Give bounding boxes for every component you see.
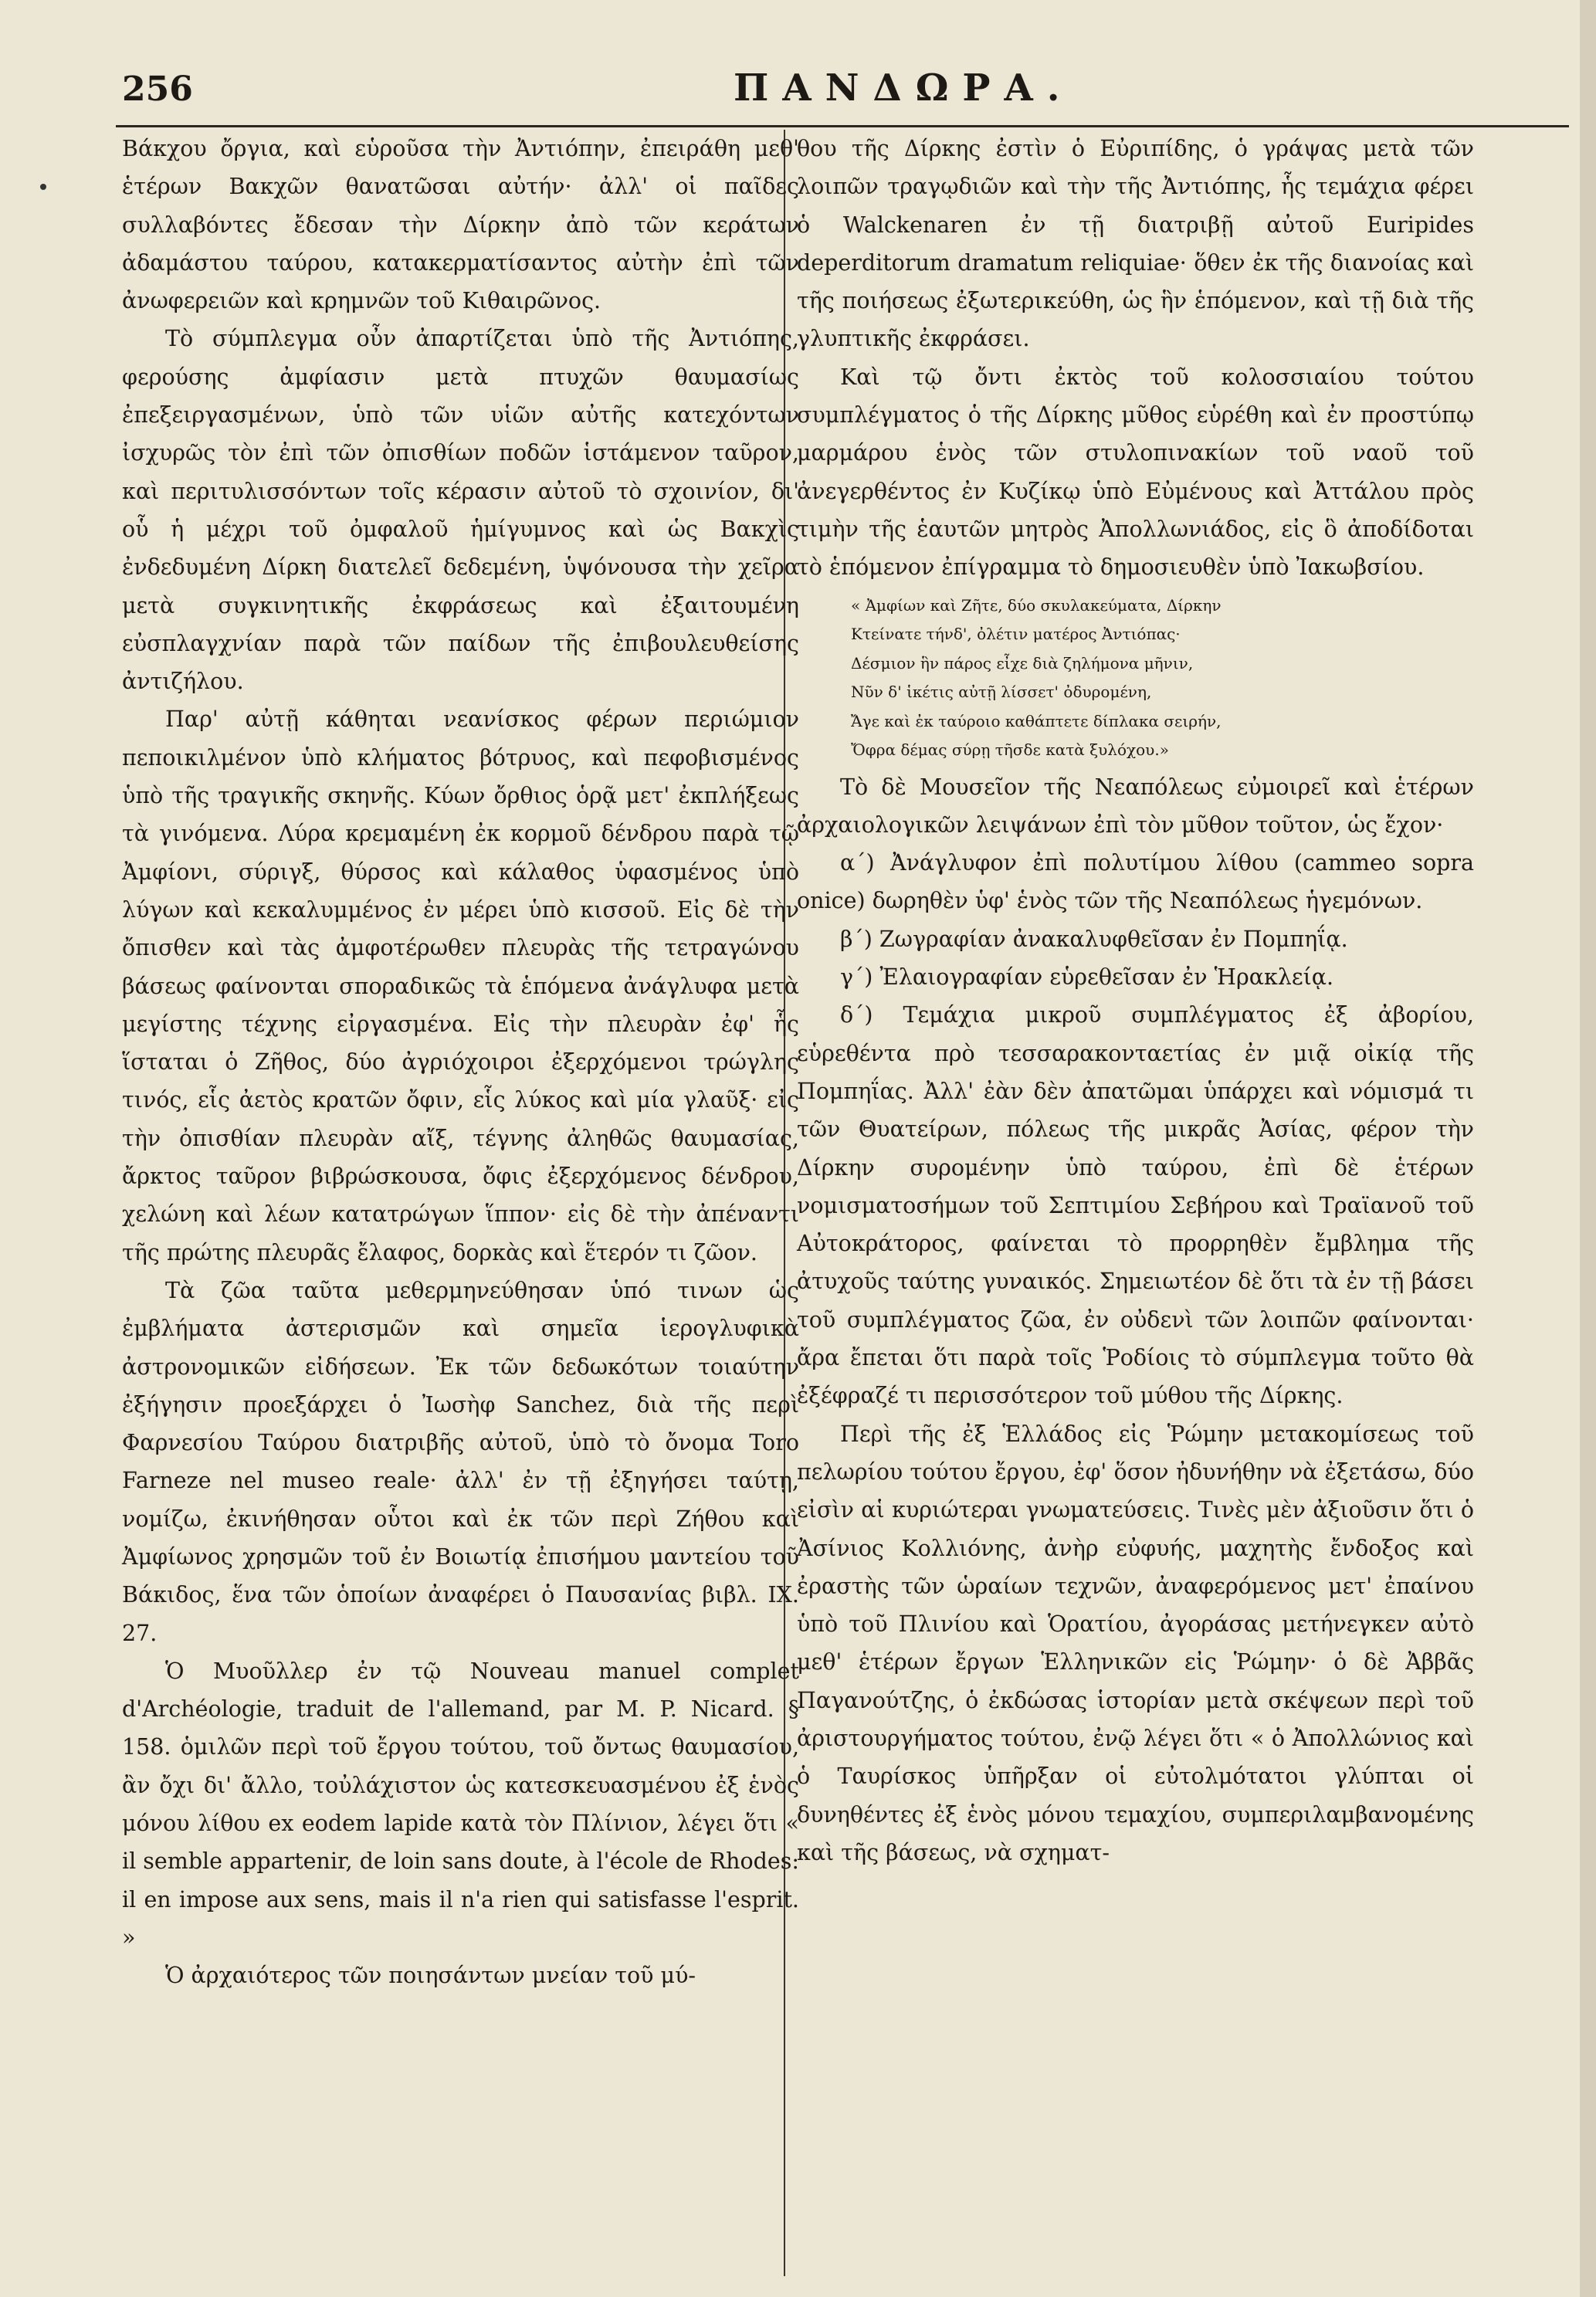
list-item: γ΄) Ἐλαιογραφίαν εὑρεθεῖσαν ἐν Ἡρακλείᾳ. bbox=[840, 964, 1334, 991]
paragraph: Καὶ τῷ ὄντι ἐκτὸς τοῦ κολοσσιαίου τούτου συμπλέγματος ὁ τῆς Δίρκης μῦθος εὑρέθη καὶ ἐν προστύπῳ μαρμάρου ἑνὸς τῶν στυλοπινακίων τοῦ ναοῦ τοῦ ἀνεγερθέντος ἐν Κυζίκῳ ὑπὸ Εὐμένους καὶ Ἀττάλου πρὸς τιμὴν τῆς ἑαυτῶν μητρὸς Ἀπολλωνιάδος, εἰς ὃ ἀποδίδοται τὸ ἑπόμενον ἐπίγραμμα τὸ δημοσιευθὲν ὑπὸ Ἰακωβσίου. bbox=[797, 364, 1474, 581]
header-rule bbox=[116, 125, 1569, 127]
epigram-line: Δέσμιον ἣν πάρος εἶχε διὰ ζηλήμονα μῆνιν, bbox=[851, 653, 1194, 672]
margin-mark bbox=[40, 184, 46, 190]
epigram bbox=[851, 591, 1474, 765]
epigram-line: « Ἀμφίων καὶ Ζῆτε, δύο σκυλακεύματα, Δίρκην bbox=[851, 595, 1222, 615]
running-title: ΠΑΝΔΩΡΑ. bbox=[734, 66, 1074, 110]
page-edge bbox=[1580, 0, 1596, 2297]
epigram-line: Ὄφρα δέμας σύρῃ τῆσδε κατὰ ξυλόχου.» bbox=[851, 740, 1169, 760]
paragraph: Παρ' αὐτῇ κάθηται νεανίσκος φέρων περιώμιον πεποικιλμένον ὑπὸ κλήματος βότρυος, καὶ πεφοβισμένος ὑπὸ τῆς τραγικῆς σκηνῆς. Κύων ὄρθιος ὁρᾷ μετ' ἐκπλήξεως τὰ γινόμενα. Λύρα κρεμαμένη ἐκ κορμοῦ δένδρου παρὰ τῷ Ἀμφίονι, σύριγξ, θύρσος καὶ κάλαθος ὑφασμένος ὑπὸ λύγων καὶ κεκαλυμμένος ἐν μέρει ὑπὸ κισσοῦ. Εἰς δὲ τὴν ὄπισθεν καὶ τὰς ἀμφοτέρωθεν πλευρὰς τῆς τετραγώνου βάσεως φαίνονται σποραδικῶς τὰ ἑπόμενα ἀνάγλυφα μετὰ μεγίστης τέχνης εἰργασμένα. Εἰς τὴν πλευρὰν ἐφ' ἧς ἵσταται ὁ Ζῆθος, δύο ἀγριόχοιροι ἐξερχόμενοι τρώγλης τινός, εἷς ἀετὸς κρατῶν ὄφιν, εἷς λύκος καὶ μία γλαῦξ· εἰς τὴν ὀπισθίαν πλευρὰν αἴξ, τέγνης ἀληθῶς θαυμασίας, ἄρκτος ταῦρον βιβρώσκουσα, ὄφις ἐξερχόμενος δένδρου, χελώνη καὶ λέων κατατρώγων ἵππον· εἰς δὲ τὴν ἀπέναντι τῆς πρώτης πλευρᾶς ἔλαφος, δορκὰς καὶ ἕτερόν τι ζῶον. bbox=[122, 706, 799, 1265]
epigram-line: Ἄγε καὶ ἐκ ταύροιο καθάπτετε δίπλακα σειρήν, bbox=[851, 711, 1222, 730]
left-column bbox=[122, 130, 799, 1995]
paragraph: Τὰ ζῶα ταῦτα μεθερμηνεύθησαν ὑπό τινων ὡς ἐμβλήματα ἀστερισμῶν καὶ σημεῖα ἱερογλυφικὰ ἀστρονομικῶν εἰδήσεων. Ἐκ τῶν δεδωκότων τοιαύτην ἐξήγησιν προεξάρχει ὁ Ἰωσὴφ Sanchez, διὰ τῆς περὶ Φαρνεσίου Ταύρου διατριβῆς αὐτοῦ, ὑπὸ τὸ ὄνομα Toro Farneze nel museo reale· ἀλλ' ἐν τῇ ἐξηγήσει ταύτῃ, νομίζω, ἐκινήθησαν οὗτοι καὶ ἐκ τῶν περὶ Ζήθου καὶ Ἀμφίωνος χρησμῶν τοῦ ἐν Βοιωτίᾳ ἐπισήμου μαντείου τοῦ Βάκιδος, ἕνα τῶν ὁποίων ἀναφέρει ὁ Παυσανίας βιβλ. IX. 27. bbox=[122, 1277, 799, 1646]
paragraph: Βάκχου ὄργια, καὶ εὑροῦσα τὴν Ἀντιόπην, ἐπειράθη μεθ' ἑτέρων Βακχῶν θανατῶσαι αὐτήν· ἀλλ' οἱ παῖδες συλλαβόντες ἔδεσαν τὴν Δίρκην ἀπὸ τῶν κεράτων ἀδαμάστου ταύρου, κατακερματίσαντος αὐτὴν ἐπὶ τῶν ἀνωφερειῶν καὶ κρημνῶν τοῦ Κιθαιρῶνος. bbox=[122, 136, 799, 314]
list-item: β΄) Ζωγραφίαν ἀνακαλυφθεῖσαν ἐν Πομπηΐᾳ. bbox=[840, 926, 1348, 952]
paragraph: Τὸ σύμπλεγμα οὖν ἀπαρτίζεται ὑπὸ τῆς Ἀντιόπης, φερούσης ἀμφίασιν μετὰ πτυχῶν θαυμασίως ἐπεξειργασμένων, ὑπὸ τῶν υἱῶν αὐτῆς κατεχόντων ἰσχυρῶς τὸν ἐπὶ τῶν ὀπισθίων ποδῶν ἱστάμενον ταῦρον, καὶ περιτυλισσόντων τοῖς κέρασιν αὐτοῦ τὸ σχοινίον, δι' οὗ ἡ μέχρι τοῦ ὀμφαλοῦ ἡμίγυμνος καὶ ὡς Βακχὶς ἐνδεδυμένη Δίρκη διατελεῖ δεδεμένη, ὑψόνουσα τὴν χεῖρα μετὰ συγκινητικῆς ἐκφράσεως καὶ ἐξαιτουμένη εὐσπλαγχνίαν παρὰ τῶν παίδων τῆς ἐπιβουλευθείσης ἀντιζήλου. bbox=[122, 326, 799, 695]
epigram-line: Κτείνατε τήνδ', ὀλέτιν ματέρος Ἀντιόπας· bbox=[851, 625, 1181, 644]
paragraph: Ὁ Μυοῦλλερ ἐν τῷ Nouveau manuel complet d'Archéologie, traduit de l'allemand, par M. P. Nicard. § 158. ὁμιλῶν περὶ τοῦ ἔργου τούτου, τοῦ ὄντως θαυμασίου, ἂν ὄχι δι' ἄλλο, τοὐλάχιστον ὡς κατεσκευασμένου ἐξ ἑνὸς μόνου λίθου ex eodem lapide κατὰ τὸν Πλίνιον, λέγει ὅτι « il semble appartenir, de loin sans doute, à l'école de Rhodes: il en impose aux sens, mais il n'a rien qui satisfasse l'esprit. » bbox=[122, 1658, 799, 1950]
paragraph: Τὸ δὲ Μουσεῖον τῆς Νεαπόλεως εὐμοιρεῖ καὶ ἑτέρων ἀρχαιολογικῶν λειψάνων ἐπὶ τὸν μῦθον τοῦτον, ὡς ἔχον· bbox=[797, 774, 1474, 838]
list-item: α΄) Ἀνάγλυφον ἐπὶ πολυτίμου λίθου (cammeo sopra onice) δωρηθὲν ὑφ' ἑνὸς τῶν τῆς Νεαπόλεως ἡγεμόνων. bbox=[797, 850, 1474, 914]
paragraph: Ὁ ἀρχαιότερος τῶν ποιησάντων μνείαν τοῦ μύ- bbox=[165, 1963, 696, 1989]
paragraph: θου τῆς Δίρκης ἐστὶν ὁ Εὐριπίδης, ὁ γράψας μετὰ τῶν λοιπῶν τραγῳδιῶν καὶ τὴν τῆς Ἀντιόπης, ἧς τεμάχια φέρει ὁ Walckenaren ἐν τῇ διατριβῇ αὐτοῦ Euripides deperditorum dramatum reliquiae· ὅθεν ἐκ τῆς διανοίας καὶ τῆς ποιήσεως ἐξωτερικεύθη, ὡς ἣν ἑπόμενον, καὶ τῇ διὰ τῆς γλυπτικῆς ἐκφράσει. bbox=[797, 136, 1474, 352]
right-column bbox=[797, 130, 1474, 1872]
page-number: 256 bbox=[122, 69, 193, 109]
running-header bbox=[116, 60, 1560, 122]
epigram-line: Νῦν δ' ἱκέτις αὐτῇ λίσσετ' ὀδυρομένη, bbox=[851, 683, 1152, 702]
list-item: δ΄) Τεμάχια μικροῦ συμπλέγματος ἐξ ἀβορίου, εὑρεθέντα πρὸ τεσσαρακονταετίας ἐν μιᾷ οἰκίᾳ τῆς Πομπηΐας. Ἀλλ' ἐὰν δὲν ἀπατῶμαι ὑπάρχει καὶ νόμισμά τι τῶν Θυατείρων, πόλεως τῆς μικρᾶς Ἀσίας, φέρον τὴν Δίρκην συρομένην ὑπὸ ταύρου, ἐπὶ δὲ ἑτέρων νομισματοσήμων τοῦ Σεπτιμίου Σεβήρου καὶ Τραϊανοῦ τοῦ Αὐτοκράτορος, φαίνεται τὸ προρρηθὲν ἔμβλημα τῆς ἀτυχοῦς ταύτης γυναικός. Σημειωτέον δὲ ὅτι τὰ ἐν τῇ βάσει τοῦ συμπλέγματος ζῶα, ἐν οὐδενὶ τῶν λοιπῶν φαίνονται· ἄρα ἔπεται ὅτι παρὰ τοῖς Ῥοδίοις τὸ σύμπλεγμα τοῦτο θὰ ἐξέφραζέ τι περισσότερον τοῦ μύθου τῆς Δίρκης. bbox=[797, 1002, 1474, 1409]
paragraph: Περὶ τῆς ἐξ Ἑλλάδος εἰς Ῥώμην μετακομίσεως τοῦ πελωρίου τούτου ἔργου, ἐφ' ὅσον ἠδυνήθην νὰ ἐξετάσω, δύο εἰσὶν αἱ κυριώτεραι γνωματεύσεις. Τινὲς μὲν ἀξιοῦσιν ὅτι ὁ Ἀσίνιος Κολλιόνης, ἀνὴρ εὐφυής, μαχητὴς ἔνδοξος καὶ ἐραστὴς τῶν ὡραίων τεχνῶν, ἀναφερόμενος μετ' ἐπαίνου ὑπὸ τοῦ Πλινίου καὶ Ὁρατίου, ἀγοράσας μετήνεγκεν αὐτὸ μεθ' ἑτέρων ἔργων Ἑλληνικῶν εἰς Ῥώμην· ὁ δὲ Ἀββᾶς Παγανούτζης, ὁ ἐκδώσας ἱστορίαν μετὰ σκέψεων περὶ τοῦ ἀριστουργήματος τούτου, ἐνῷ λέγει ὅτι « ὁ Ἀπολλώνιος καὶ ὁ Ταυρίσκος ὑπῆρξαν οἱ εὐτολμότατοι γλύπται οἱ δυνηθέντες ἐξ ἑνὸς μόνου τεμαχίου, συμπεριλαμβανομένης καὶ τῆς βάσεως, νὰ σχηματ- bbox=[797, 1421, 1474, 1865]
